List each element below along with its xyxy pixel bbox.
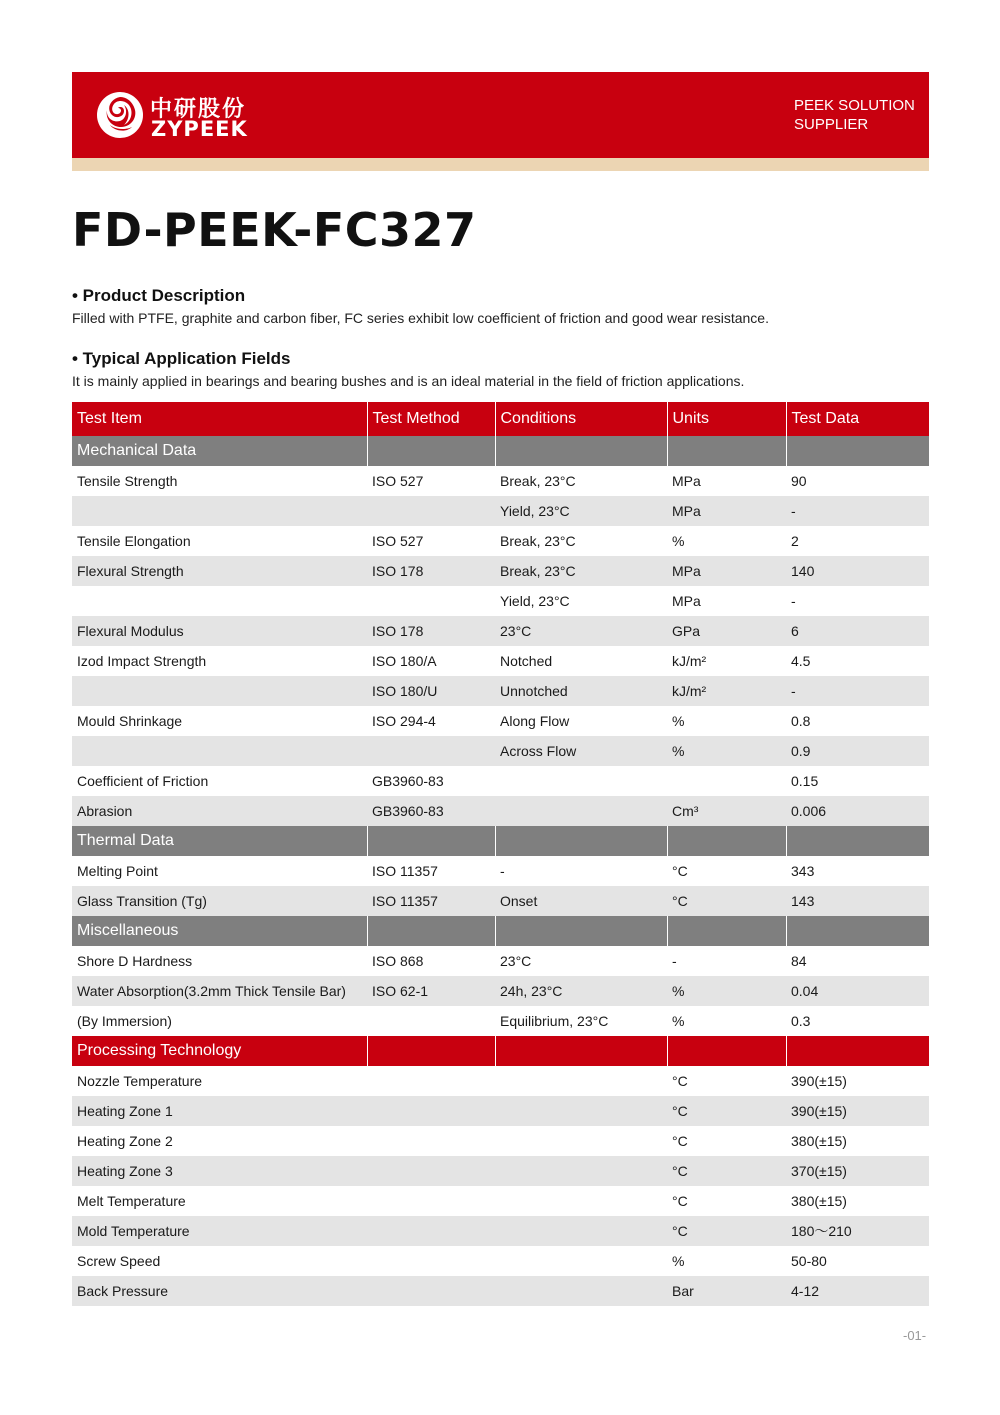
cell-units: - (667, 946, 786, 976)
cell-units: °C (667, 1186, 786, 1216)
cell-test-method: ISO 527 (367, 466, 495, 496)
header-test-data: Test Data (786, 402, 929, 436)
cell-test-data: 0.15 (786, 766, 929, 796)
cell-conditions: 23°C (495, 616, 667, 646)
cell-test-item: Flexural Modulus (72, 616, 367, 646)
cell-conditions: 24h, 23°C (495, 976, 667, 1006)
group-row-processing-technology (72, 1036, 929, 1066)
cell-test-method (367, 1066, 495, 1096)
cell-test-data: 370(±15) (786, 1156, 929, 1186)
table-row (72, 766, 929, 796)
cell-conditions (495, 1276, 667, 1306)
cell-units: °C (667, 1126, 786, 1156)
tagline-line-1: PEEK SOLUTION (794, 97, 915, 114)
group-cell-empty (667, 826, 786, 856)
cell-conditions: Break, 23°C (495, 526, 667, 556)
cell-test-data: 343 (786, 856, 929, 886)
cell-conditions: Along Flow (495, 706, 667, 736)
cell-test-item: Heating Zone 3 (72, 1156, 367, 1186)
cell-test-method: ISO 527 (367, 526, 495, 556)
cell-units: °C (667, 1156, 786, 1186)
group-row-miscellaneous (72, 916, 929, 946)
cell-units: MPa (667, 556, 786, 586)
cell-test-data: 140 (786, 556, 929, 586)
cell-conditions (495, 766, 667, 796)
table-row (72, 1066, 929, 1096)
cell-units: kJ/m² (667, 676, 786, 706)
product-title: FD-PEEK-FC327 (72, 203, 477, 257)
cell-conditions: - (495, 856, 667, 886)
table-row (72, 496, 929, 526)
group-cell-empty (667, 1036, 786, 1066)
cell-test-method: ISO 62-1 (367, 976, 495, 1006)
group-title: Processing Technology (72, 1036, 367, 1066)
table-row (72, 796, 929, 826)
cell-units: °C (667, 886, 786, 916)
table-row (72, 856, 929, 886)
cell-test-data: 0.04 (786, 976, 929, 1006)
table-header-row (72, 402, 929, 436)
cell-test-item (72, 496, 367, 526)
header-units: Units (667, 402, 786, 436)
header-banner (72, 72, 929, 158)
group-cell-empty (367, 436, 495, 466)
cell-units: kJ/m² (667, 646, 786, 676)
spec-table (72, 402, 930, 1306)
cell-test-data: 2 (786, 526, 929, 556)
cell-test-item (72, 736, 367, 766)
cell-test-data: 143 (786, 886, 929, 916)
table-row (72, 1276, 929, 1306)
group-cell-empty (667, 916, 786, 946)
cell-test-method: ISO 178 (367, 616, 495, 646)
cell-conditions (495, 1126, 667, 1156)
cell-test-item (72, 586, 367, 616)
cell-conditions: Across Flow (495, 736, 667, 766)
group-cell-empty (367, 916, 495, 946)
cell-test-item: Heating Zone 2 (72, 1126, 367, 1156)
table-row (72, 1006, 929, 1036)
cell-test-method: ISO 180/U (367, 676, 495, 706)
cell-units: % (667, 1006, 786, 1036)
cell-test-method (367, 736, 495, 766)
table-row (72, 586, 929, 616)
cell-test-method: ISO 180/A (367, 646, 495, 676)
cell-test-method (367, 1186, 495, 1216)
cell-test-data: - (786, 676, 929, 706)
cell-test-item: Melting Point (72, 856, 367, 886)
group-row-thermal-data (72, 826, 929, 856)
application-heading: • Typical Application Fields (72, 349, 291, 368)
cell-units: °C (667, 1216, 786, 1246)
cell-test-item: Mould Shrinkage (72, 706, 367, 736)
cell-units: Bar (667, 1276, 786, 1306)
cell-test-item: Shore D Hardness (72, 946, 367, 976)
cell-conditions (495, 796, 667, 826)
cell-test-data: 0.006 (786, 796, 929, 826)
cell-test-method (367, 1006, 495, 1036)
cell-conditions (495, 1066, 667, 1096)
cell-units: °C (667, 1096, 786, 1126)
cell-conditions (495, 1096, 667, 1126)
cell-conditions (495, 1156, 667, 1186)
cell-units: MPa (667, 466, 786, 496)
cell-units: % (667, 976, 786, 1006)
table-row (72, 646, 929, 676)
description-heading: • Product Description (72, 286, 246, 305)
header-test-method: Test Method (367, 402, 495, 436)
cell-test-item: Tensile Elongation (72, 526, 367, 556)
table-row (72, 676, 929, 706)
cell-units: % (667, 1246, 786, 1276)
group-row-mechanical-data (72, 436, 929, 466)
cell-test-item: Water Absorption(3.2mm Thick Tensile Bar) (72, 976, 367, 1006)
cell-test-method (367, 1246, 495, 1276)
group-cell-empty (495, 916, 667, 946)
cell-test-item: Back Pressure (72, 1276, 367, 1306)
group-cell-empty (786, 1036, 929, 1066)
tagline-line-2: SUPPLIER (794, 116, 869, 133)
cell-test-item: Glass Transition (Tg) (72, 886, 367, 916)
cell-test-data: 4-12 (786, 1276, 929, 1306)
table-row (72, 466, 929, 496)
cell-test-data: 4.5 (786, 646, 929, 676)
cell-units: % (667, 736, 786, 766)
cell-test-method (367, 1156, 495, 1186)
cell-test-method (367, 1126, 495, 1156)
cell-test-data: 6 (786, 616, 929, 646)
cell-test-method (367, 496, 495, 526)
cell-units: % (667, 706, 786, 736)
cell-test-data: 84 (786, 946, 929, 976)
cell-conditions (495, 1246, 667, 1276)
cell-test-item: Screw Speed (72, 1246, 367, 1276)
header-accent-stripe (72, 158, 929, 171)
cell-test-method: GB3960-83 (367, 796, 495, 826)
cell-conditions: Onset (495, 886, 667, 916)
cell-test-item: Izod Impact Strength (72, 646, 367, 676)
cell-test-item: Abrasion (72, 796, 367, 826)
table-row (72, 1216, 929, 1246)
cell-test-item: Heating Zone 1 (72, 1096, 367, 1126)
cell-units: GPa (667, 616, 786, 646)
table-row (72, 616, 929, 646)
cell-test-data: 390(±15) (786, 1066, 929, 1096)
table-row (72, 1156, 929, 1186)
cell-units: MPa (667, 586, 786, 616)
cell-conditions: Unnotched (495, 676, 667, 706)
cell-test-item: Melt Temperature (72, 1186, 367, 1216)
table-row (72, 526, 929, 556)
zypeek-logo-icon (96, 91, 144, 139)
application-text: It is mainly applied in bearings and bearing bushes and is an ideal material in the field of friction applications. (72, 373, 745, 389)
group-cell-empty (495, 1036, 667, 1066)
table-row (72, 556, 929, 586)
cell-units: Cm³ (667, 796, 786, 826)
cell-conditions: Yield, 23°C (495, 496, 667, 526)
cell-test-data: - (786, 586, 929, 616)
cell-units: % (667, 526, 786, 556)
cell-test-method (367, 586, 495, 616)
cell-test-item: Flexural Strength (72, 556, 367, 586)
cell-test-item: Mold Temperature (72, 1216, 367, 1246)
header-conditions: Conditions (495, 402, 667, 436)
cell-conditions: Yield, 23°C (495, 586, 667, 616)
table-row (72, 946, 929, 976)
cell-conditions: 23°C (495, 946, 667, 976)
group-title: Thermal Data (72, 826, 367, 856)
group-title: Mechanical Data (72, 436, 367, 466)
table-row (72, 886, 929, 916)
table-row (72, 1186, 929, 1216)
cell-conditions: Break, 23°C (495, 466, 667, 496)
table-row (72, 706, 929, 736)
cell-conditions: Break, 23°C (495, 556, 667, 586)
cell-test-method: ISO 294-4 (367, 706, 495, 736)
cell-conditions: Equilibrium, 23°C (495, 1006, 667, 1036)
group-cell-empty (667, 436, 786, 466)
cell-test-data: 0.8 (786, 706, 929, 736)
group-cell-empty (495, 436, 667, 466)
cell-test-method: ISO 11357 (367, 886, 495, 916)
group-cell-empty (367, 826, 495, 856)
group-cell-empty (786, 916, 929, 946)
cell-test-item: (By Immersion) (72, 1006, 367, 1036)
cell-test-method: GB3960-83 (367, 766, 495, 796)
cell-test-item: Coefficient of Friction (72, 766, 367, 796)
group-title: Miscellaneous (72, 916, 367, 946)
cell-test-data: 180～210 (786, 1216, 929, 1246)
cell-test-data: 380(±15) (786, 1126, 929, 1156)
cell-test-data: - (786, 496, 929, 526)
cell-conditions (495, 1216, 667, 1246)
cell-test-method: ISO 178 (367, 556, 495, 586)
description-text: Filled with PTFE, graphite and carbon fiber, FC series exhibit low coefficient of friction and good wear resistance. (72, 310, 769, 326)
header-test-item: Test Item (72, 402, 367, 436)
cell-units (667, 766, 786, 796)
cell-test-item: Nozzle Temperature (72, 1066, 367, 1096)
table-row (72, 1246, 929, 1276)
cell-test-data: 90 (786, 466, 929, 496)
cell-test-method (367, 1096, 495, 1126)
cell-units: MPa (667, 496, 786, 526)
table-row (72, 1126, 929, 1156)
cell-conditions (495, 1186, 667, 1216)
table-row (72, 736, 929, 766)
tagline (794, 96, 915, 134)
page-number: -01- (903, 1328, 927, 1343)
logo-chinese-text: 中研股份 (150, 97, 247, 122)
cell-test-data: 0.3 (786, 1006, 929, 1036)
group-cell-empty (495, 826, 667, 856)
cell-test-method: ISO 11357 (367, 856, 495, 886)
cell-test-data: 390(±15) (786, 1096, 929, 1126)
cell-test-item: Tensile Strength (72, 466, 367, 496)
table-row (72, 1096, 929, 1126)
cell-test-data: 50-80 (786, 1246, 929, 1276)
logo-english-text: ZYPEEK (151, 117, 248, 141)
cell-test-method (367, 1276, 495, 1306)
group-cell-empty (786, 826, 929, 856)
cell-units: °C (667, 1066, 786, 1096)
cell-units: °C (667, 856, 786, 886)
table-row (72, 976, 929, 1006)
cell-test-method (367, 1216, 495, 1246)
cell-test-data: 0.9 (786, 736, 929, 766)
group-cell-empty (786, 436, 929, 466)
cell-conditions: Notched (495, 646, 667, 676)
group-cell-empty (367, 1036, 495, 1066)
cell-test-method: ISO 868 (367, 946, 495, 976)
cell-test-item (72, 676, 367, 706)
cell-test-data: 380(±15) (786, 1186, 929, 1216)
